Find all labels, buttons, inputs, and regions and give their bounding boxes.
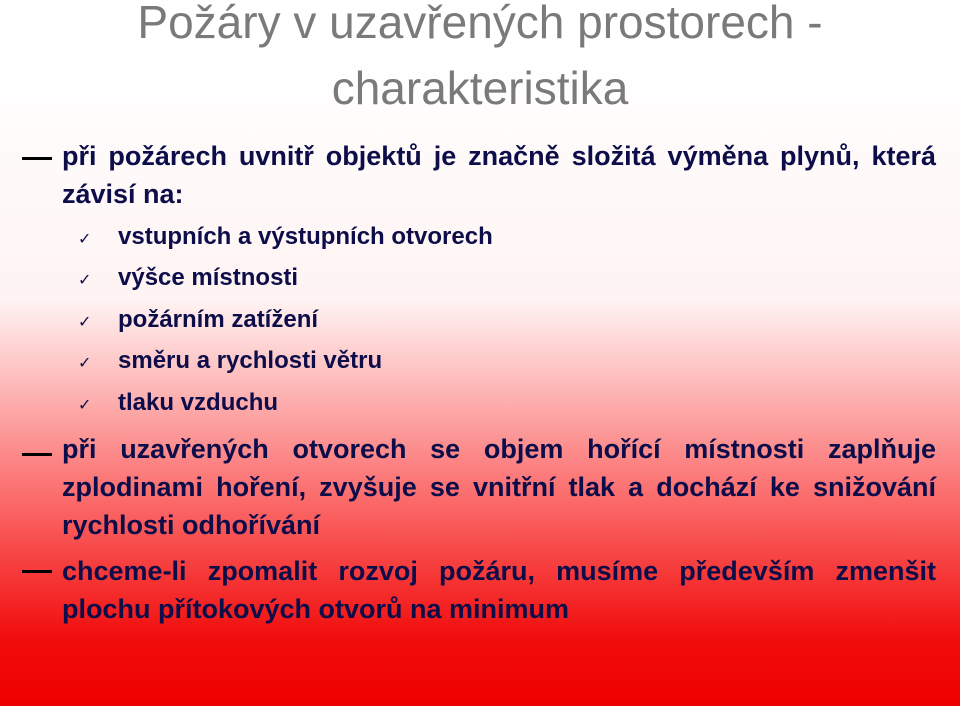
paragraph-exchange: při požárech uvnitř objektů je značně složitá výměna plynů, která závisí na: (62, 141, 936, 209)
dash-bullet-icon (22, 570, 52, 573)
list-item (78, 222, 778, 255)
dash-bullet-icon (22, 453, 52, 456)
check-icon: ✓ (78, 355, 92, 372)
list-item (78, 305, 778, 338)
paragraph-closed-openings: při uzavřených otvorech se objem hořící místnosti zaplňuje zplodinami hoření, zvyšuje se vnitřní tlak a dochází ke snižování rychlosti odhořívání (62, 434, 936, 540)
list-item-text: výšce místnosti (118, 264, 299, 291)
paragraph-slow-down: chceme-li zpomalit rozvoj požáru, musíme především zmenšit plochu přítokových otvorů na minimum (62, 556, 936, 624)
check-icon: ✓ (78, 397, 92, 414)
dash-bullet-icon (22, 157, 52, 160)
list-item-text: vstupních a výstupních otvorech (118, 223, 493, 250)
list-item-text: směru a rychlosti větru (118, 347, 383, 374)
check-icon: ✓ (78, 314, 92, 331)
list-item (78, 263, 778, 296)
list-item (78, 346, 778, 379)
list-item (78, 388, 778, 421)
check-icon: ✓ (78, 272, 92, 289)
title-line-2: charakteristika (331, 62, 629, 114)
title-line-1: Požáry v uzavřených prostorech - (137, 0, 823, 48)
list-item-text: tlaku vzduchu (118, 389, 279, 416)
list-item-text: požárním zatížení (118, 306, 319, 333)
check-icon: ✓ (78, 231, 92, 248)
